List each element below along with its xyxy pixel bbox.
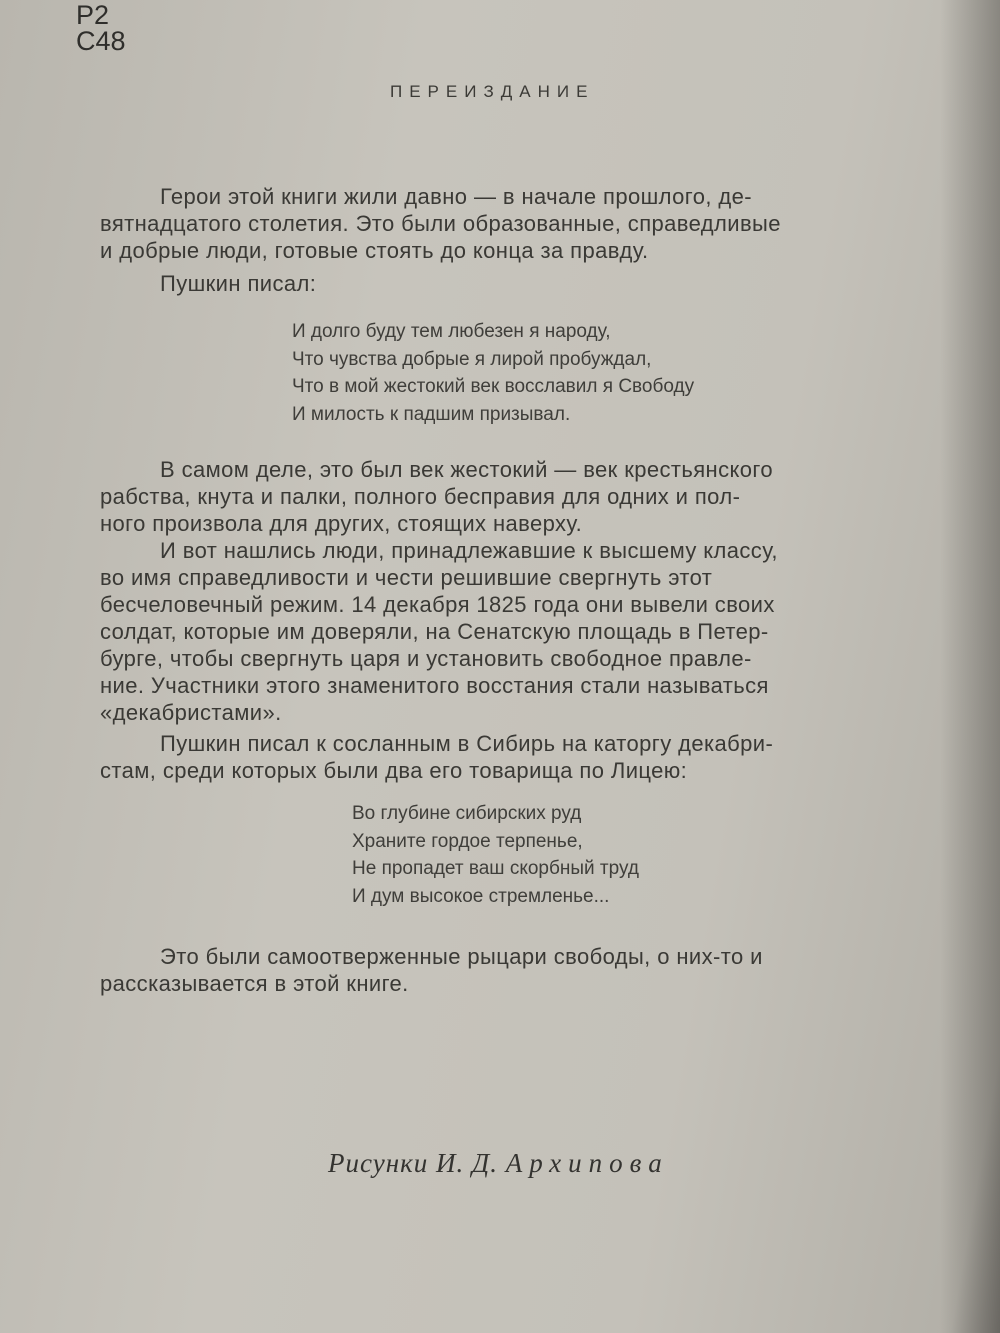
text-line: В самом деле, это был век жестокий — век крестьянского: [160, 457, 773, 482]
text-line: Герои этой книги жили давно — в начале прошлого, де-: [160, 184, 752, 209]
illustrator-credit: [328, 1148, 669, 1179]
text-line: вятнадцатого столетия. Это были образованные, справедливые: [100, 211, 781, 236]
poem-line: Храните гордое терпенье,: [352, 830, 583, 852]
credit-prefix: Рисунки И. Д.: [328, 1148, 506, 1178]
text-line: Пушкин писал:: [160, 271, 317, 296]
paragraph-decembrists: [100, 537, 890, 726]
poem-siberia: [352, 800, 639, 910]
poem-monument: [292, 318, 694, 428]
text-line: Пушкин писал к сосланным в Сибирь на каторгу декабри-: [160, 731, 774, 756]
paragraph-pushkin-wrote: [100, 270, 890, 297]
text-line: ние. Участники этого знаменитого восстания стали называться: [100, 673, 769, 698]
text-line: во имя справедливости и чести решившие свергнуть этот: [100, 565, 713, 590]
classification-code-top: Р2: [76, 0, 110, 30]
text-line: Это были самоотверженные рыцари свободы, о них-то и: [160, 944, 763, 969]
paragraph-intro: [100, 183, 890, 264]
poem-line: Что в мой жестокий век восславил я Свободу: [292, 376, 695, 397]
credit-surname: Архипова: [505, 1148, 669, 1178]
text-line: бурге, чтобы свергнуть царя и установить свободное правле-: [100, 646, 752, 671]
text-line: «декабристами».: [100, 700, 282, 725]
edition-label: ПЕРЕИЗДАНИЕ: [390, 82, 595, 101]
poem-line: И дум высокое стремленье...: [352, 885, 610, 907]
text-line: солдат, которые им доверяли, на Сенатскую площадь в Петер-: [100, 619, 769, 644]
poem-line: И долго буду тем любезен я народу,: [292, 321, 611, 342]
text-line: ного произвола для других, стоящих наверху.: [100, 511, 583, 536]
poem-line: И милость к падшим призывал.: [292, 403, 571, 425]
poem-line: Во глубине сибирских руд: [352, 803, 582, 824]
text-line: и добрые люди, готовые стоять до конца за правду.: [100, 238, 649, 263]
text-line: бесчеловечный режим. 14 декабря 1825 года они вывели своих: [100, 592, 775, 617]
classification-code-bottom: С48: [76, 26, 126, 56]
poem-line: Что чувства добрые я лирой пробуждал,: [292, 348, 652, 370]
poem-line: Не пропадет ваш скорбный труд: [352, 858, 639, 879]
text-line: стам, среди которых были два его товарища по Лицею:: [100, 758, 688, 783]
text-line: рассказывается в этой книге.: [100, 971, 409, 996]
text-line: И вот нашлись люди, принадлежавшие к высшему классу,: [160, 538, 778, 563]
text-line: рабства, кнута и палки, полного бесправия для одних и пол-: [100, 484, 741, 509]
paragraph-knights: [100, 943, 890, 997]
paragraph-exiled: [100, 730, 890, 784]
paragraph-cruel-age: [100, 456, 890, 537]
page-edge-shadow: [940, 0, 1000, 1333]
